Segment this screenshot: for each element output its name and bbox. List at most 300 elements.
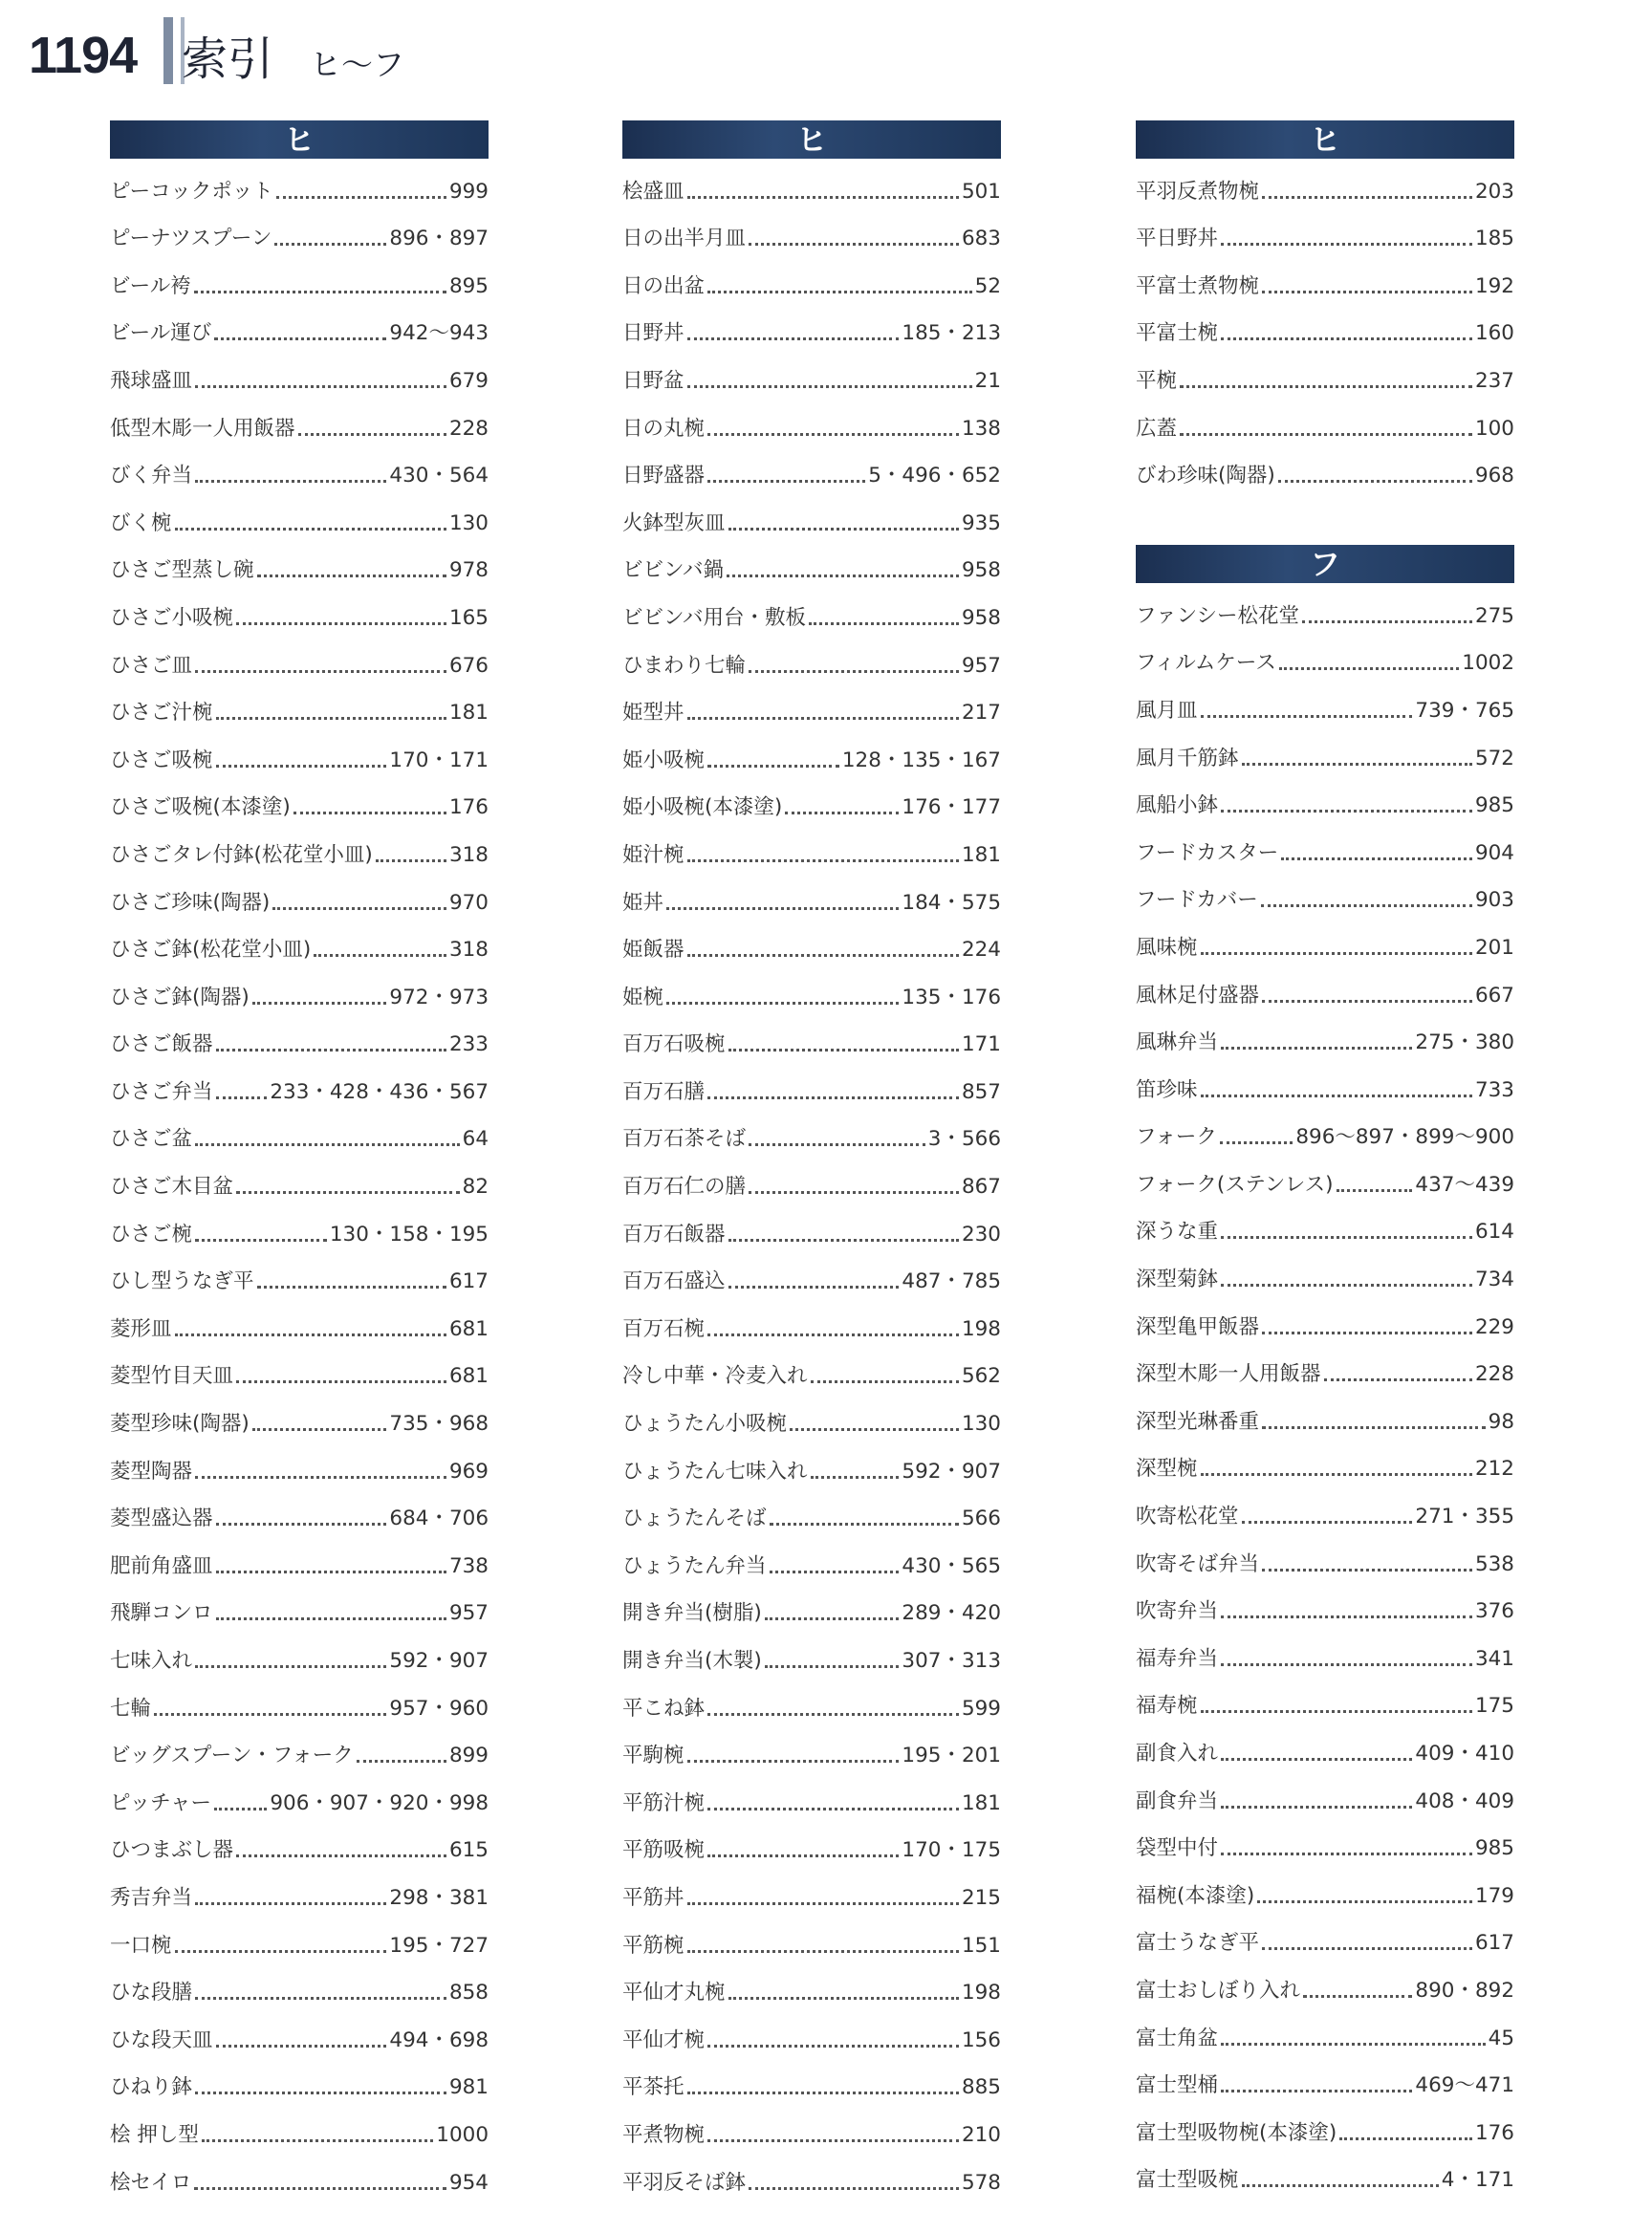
entry-pages: 229 [1474, 1314, 1514, 1339]
index-entry [622, 633, 1001, 681]
dot-leader [195, 1143, 460, 1146]
dot-leader [236, 1191, 460, 1194]
dot-leader [1201, 1095, 1472, 1097]
entry-name: フードカバー [1136, 888, 1258, 913]
index-entry [1136, 1863, 1514, 1911]
entry-pages: 181 [448, 701, 489, 726]
entry-pages: 683 [961, 227, 1001, 251]
index-entry [110, 2055, 489, 2103]
dot-leader [214, 337, 386, 340]
index-entry [110, 1770, 489, 1818]
index-entry [110, 1961, 489, 2008]
dot-leader [1201, 715, 1413, 718]
dot-leader [1201, 1710, 1472, 1713]
dot-leader [1221, 1758, 1412, 1761]
dot-leader [1262, 196, 1472, 199]
entry-pages: 409・410 [1415, 1742, 1514, 1766]
entry-pages: 970 [448, 890, 489, 915]
entry-pages: 203 [1474, 179, 1514, 204]
entry-name: 百万石椀 [622, 1316, 706, 1341]
dot-leader [1302, 620, 1472, 623]
dot-leader [727, 575, 959, 577]
entry-name: 風琳弁当 [1136, 1030, 1219, 1055]
dot-leader [216, 1049, 446, 1051]
entry-name: 冷し中華・冷麦入れ [622, 1364, 808, 1389]
entry-pages: 5・496・652 [868, 464, 1001, 488]
index-entry [1136, 1531, 1514, 1579]
entry-name: ひねり鉢 [110, 2075, 193, 2100]
entry-pages: 289・420 [902, 1601, 1001, 1626]
dot-leader [1242, 2184, 1439, 2187]
entry-pages: 130 [448, 510, 489, 535]
entry-pages: 978 [448, 558, 489, 583]
index-entry [622, 1296, 1001, 1344]
dot-leader [1303, 1995, 1412, 1998]
entry-name: ひさご鉢(陶器) [110, 985, 250, 1009]
index-entry [1136, 1816, 1514, 1864]
entry-pages: 318 [448, 938, 489, 963]
dot-leader [1221, 2090, 1412, 2092]
entry-pages: 968 [1474, 464, 1514, 488]
entry-name: ひょうたん小吸椀 [622, 1412, 788, 1437]
section-header: ヒ [622, 120, 1001, 159]
index-entry [110, 775, 489, 823]
dot-leader [785, 812, 899, 814]
entry-pages: 617 [1474, 1931, 1514, 1956]
entry-name: 平筋吸椀 [622, 1838, 706, 1863]
entry-name: 笛珍味 [1136, 1077, 1198, 1102]
entry-name: 日野盛器 [622, 464, 706, 488]
entry-name: 菱型竹目天皿 [110, 1364, 234, 1389]
dot-leader [1221, 1806, 1412, 1809]
index-entry [622, 2102, 1001, 2150]
entry-name: ビール袴 [110, 273, 191, 298]
entry-name: ひつまぶし器 [110, 1838, 234, 1863]
dot-leader [687, 1902, 959, 1905]
entry-name: ひさご飯器 [110, 1032, 213, 1057]
index-entry [622, 1770, 1001, 1818]
index-entry [1136, 1057, 1514, 1105]
entry-pages: 969 [448, 1459, 489, 1484]
index-entry-list [622, 159, 1001, 2198]
index-entry [110, 822, 489, 870]
index-entry [1136, 1579, 1514, 1627]
entry-name: 姫丼 [622, 890, 664, 915]
entry-name: 開き弁当(木製) [622, 1649, 762, 1673]
index-entry [110, 2007, 489, 2055]
entry-pages: 981 [448, 2075, 489, 2100]
entry-pages: 192 [1474, 273, 1514, 298]
index-entry [110, 1533, 489, 1581]
index-entry [622, 2150, 1001, 2198]
dot-leader [257, 1286, 446, 1289]
entry-name: 桧 押し型 [110, 2122, 199, 2147]
entry-pages: 82 [462, 1175, 489, 1200]
dot-leader [687, 954, 959, 957]
entry-name: 風林足付盛器 [1136, 983, 1260, 1008]
entry-pages: 233 [448, 1032, 489, 1057]
dot-leader [298, 433, 446, 436]
entry-name: 百万石仁の膳 [622, 1175, 747, 1200]
entry-name: 日野盆 [622, 368, 685, 393]
page-title: 索引 [182, 33, 274, 86]
entry-pages: 45 [1488, 2026, 1514, 2050]
index-entry [110, 2150, 489, 2198]
index-entry [110, 444, 489, 491]
index-entry [622, 1249, 1001, 1297]
entry-pages: 52 [974, 273, 1001, 298]
index-entry [622, 1202, 1001, 1249]
index-entry [110, 490, 489, 538]
index-entry [110, 1724, 489, 1771]
dot-leader [1262, 291, 1472, 293]
entry-name: 百万石吸椀 [622, 1032, 726, 1057]
index-entry [622, 396, 1001, 444]
entry-pages: 437〜439 [1415, 1172, 1514, 1197]
entry-pages: 957 [961, 653, 1001, 678]
dot-leader [707, 291, 972, 293]
dot-leader [274, 243, 386, 246]
entry-name: 平羽反そば鉢 [622, 2170, 747, 2195]
entry-pages: 942〜943 [389, 321, 489, 346]
index-entry [622, 1724, 1001, 1771]
index-entry [1136, 159, 1514, 206]
dot-leader [1180, 433, 1472, 436]
index-entry [1136, 396, 1514, 444]
entry-name: 平椀 [1136, 368, 1178, 393]
dot-leader [216, 2045, 387, 2048]
entry-name: ひさご汁椀 [110, 701, 213, 726]
entry-pages: 739・765 [1415, 698, 1514, 723]
index-entry [622, 159, 1001, 206]
dot-leader [707, 480, 865, 483]
entry-pages: 176 [1474, 2120, 1514, 2145]
entry-pages: 215 [961, 1885, 1001, 1910]
index-entry [1136, 253, 1514, 301]
entry-pages: 592・907 [389, 1649, 489, 1673]
entry-pages: 684・706 [389, 1507, 489, 1531]
entry-name: 平筋椀 [622, 1933, 685, 1958]
entry-name: ひょうたん弁当 [622, 1553, 767, 1578]
entry-name: 日の出半月皿 [622, 227, 747, 251]
index-entry [1136, 1105, 1514, 1153]
dot-leader [1220, 1141, 1293, 1144]
entry-name: ビビンバ鍋 [622, 558, 724, 583]
dot-leader [1221, 1615, 1472, 1618]
entry-pages: 972・973 [389, 985, 489, 1009]
entry-name: 風船小鉢 [1136, 793, 1219, 818]
index-entry [1136, 1389, 1514, 1437]
index-entry-list [110, 159, 489, 2198]
entry-name: 副食弁当 [1136, 1789, 1219, 1813]
dot-leader [195, 385, 446, 388]
index-entry [622, 1581, 1001, 1629]
index-entry [110, 1107, 489, 1155]
dot-leader [1221, 1236, 1472, 1239]
entry-pages: 275・380 [1415, 1030, 1514, 1055]
index-entry [622, 1154, 1001, 1202]
dot-leader [293, 812, 446, 814]
dot-leader [216, 1617, 446, 1620]
index-column-1 [110, 120, 489, 2198]
entry-name: ひさご吸椀 [110, 748, 213, 772]
index-entry [1136, 820, 1514, 868]
index-entry [1136, 1152, 1514, 1200]
entry-pages: 318 [448, 842, 489, 867]
entry-name: ひまわり七輪 [622, 653, 747, 678]
entry-name: ひさごタレ付鉢(松花堂小皿) [110, 842, 373, 867]
entry-name: びく椀 [110, 510, 172, 535]
entry-name: 姫型丼 [622, 701, 685, 726]
entry-pages: 676 [448, 653, 489, 678]
entry-name: 秀吉弁当 [110, 1885, 193, 1910]
dot-leader [214, 1808, 267, 1810]
entry-name: ひさご小吸椀 [110, 605, 234, 630]
entry-pages: 195・201 [902, 1744, 1001, 1768]
dot-leader [1221, 1853, 1472, 1855]
index-entry [1136, 301, 1514, 349]
entry-name: 平富士煮物椀 [1136, 273, 1260, 298]
index-entry [1136, 631, 1514, 679]
entry-name: 平筋汁椀 [622, 1790, 706, 1815]
index-entry [1136, 1911, 1514, 1959]
section-gap [1136, 490, 1514, 545]
dot-leader [687, 196, 959, 199]
entry-pages: 985 [1474, 1836, 1514, 1861]
dot-leader [1261, 904, 1472, 907]
entry-name: 姫小吸椀 [622, 748, 706, 772]
entry-name: 深型光琳番重 [1136, 1409, 1260, 1434]
index-entry [110, 1391, 489, 1439]
entry-name: ひょうたん七味入れ [622, 1459, 808, 1484]
entry-pages: 733 [1474, 1077, 1514, 1102]
entry-name: 平煮物椀 [622, 2122, 706, 2147]
dot-leader [194, 2187, 446, 2190]
index-entry [1136, 868, 1514, 916]
entry-name: 一口椀 [110, 1933, 172, 1958]
entry-name: ひさご弁当 [110, 1079, 213, 1104]
entry-name: 百万石盛込 [622, 1269, 726, 1294]
entry-pages: 896〜897・899〜900 [1295, 1125, 1514, 1150]
index-column-2 [622, 120, 1001, 2198]
entry-pages: 217 [961, 701, 1001, 726]
index-entry [1136, 1768, 1514, 1816]
index-entry [622, 822, 1001, 870]
entry-pages: 501 [961, 179, 1001, 204]
index-entry [1136, 1010, 1514, 1058]
entry-pages: 615 [448, 1838, 489, 1863]
index-entry [622, 1865, 1001, 1913]
dot-leader [195, 1239, 327, 1242]
dot-leader [728, 1286, 900, 1289]
entry-pages: 151 [961, 1933, 1001, 1958]
index-entry [622, 1486, 1001, 1534]
entry-name: フードカスター [1136, 840, 1279, 865]
dot-leader [1262, 1000, 1472, 1003]
entry-name: ビール運び [110, 321, 212, 346]
dot-leader [666, 1002, 899, 1005]
entry-name: 平こね鉢 [622, 1696, 706, 1721]
entry-name: 百万石茶そば [622, 1127, 747, 1152]
entry-pages: 233・428・436・567 [270, 1079, 489, 1104]
dot-leader [202, 2139, 433, 2142]
entry-name: 平富士椀 [1136, 321, 1219, 346]
entry-pages: 170・171 [389, 748, 489, 772]
dot-leader [154, 1713, 386, 1716]
entry-pages: 958 [961, 605, 1001, 630]
entry-pages: 210 [961, 2122, 1001, 2147]
index-entry [1136, 2100, 1514, 2148]
entry-pages: 592・907 [902, 1459, 1001, 1484]
index-entry [622, 1961, 1001, 2008]
entry-name: 福椀(本漆塗) [1136, 1883, 1255, 1908]
index-entry [110, 1628, 489, 1676]
entry-pages: 138 [961, 416, 1001, 441]
dot-leader [770, 1571, 900, 1573]
index-entry [622, 1012, 1001, 1060]
dot-leader [811, 1476, 900, 1479]
index-entry [110, 681, 489, 728]
entry-pages: 562 [961, 1364, 1001, 1389]
entry-pages: 903 [1474, 888, 1514, 913]
entry-name: 平仙才椀 [622, 2027, 706, 2052]
entry-name: ピーナツスプーン [110, 227, 272, 251]
entry-pages: 957・960 [389, 1696, 489, 1721]
index-entry [110, 1012, 489, 1060]
entry-name: 富士型桶 [1136, 2073, 1219, 2098]
entry-pages: 954 [448, 2170, 489, 2195]
entry-name: 火鉢型灰皿 [622, 510, 726, 535]
index-entry [1136, 1437, 1514, 1485]
dot-leader [707, 2139, 959, 2142]
dot-leader [1201, 952, 1472, 955]
entry-pages: 185 [1474, 227, 1514, 251]
entry-pages: 128・135・167 [841, 748, 1001, 772]
dot-leader [376, 859, 446, 862]
dot-leader [728, 1239, 959, 1242]
entry-name: 低型木彫一人用飯器 [110, 416, 295, 441]
index-entry [622, 775, 1001, 823]
entry-pages: 538 [1474, 1551, 1514, 1576]
entry-pages: 1000 [436, 2122, 489, 2147]
entry-pages: 228 [448, 416, 489, 441]
entry-name: 副食入れ [1136, 1742, 1219, 1766]
entry-name: 七味入れ [110, 1649, 193, 1673]
dot-leader [707, 433, 959, 436]
dot-leader [749, 1143, 925, 1146]
dot-leader [707, 765, 839, 768]
dot-leader [1262, 1332, 1472, 1334]
entry-pages: 734 [1474, 1268, 1514, 1292]
index-entry [110, 1296, 489, 1344]
index-entry [622, 490, 1001, 538]
dot-leader [1242, 763, 1472, 766]
entry-pages: 572 [1474, 746, 1514, 770]
entry-pages: 275 [1474, 603, 1514, 628]
entry-pages: 170・175 [902, 1838, 1001, 1863]
index-entry [110, 633, 489, 681]
entry-pages: 958 [961, 558, 1001, 583]
section-header: ヒ [110, 120, 489, 159]
index-entry [622, 1628, 1001, 1676]
entry-pages: 179 [1474, 1883, 1514, 1908]
dot-leader [1262, 1426, 1486, 1429]
entry-name: 吹寄弁当 [1136, 1599, 1219, 1624]
entry-pages: 298・381 [389, 1885, 489, 1910]
dot-leader [1221, 243, 1472, 246]
entry-name: 肥前角盛皿 [110, 1553, 213, 1578]
dot-leader [272, 907, 446, 910]
dot-leader [728, 1049, 959, 1051]
dot-leader [1180, 385, 1472, 388]
dot-leader [195, 480, 386, 483]
dot-leader [1242, 1521, 1413, 1524]
entry-pages: 156 [961, 2027, 1001, 2052]
index-entry [110, 348, 489, 396]
entry-name: 開き弁当(樹脂) [622, 1601, 762, 1626]
entry-name: 風味椀 [1136, 935, 1198, 960]
dot-leader [765, 1665, 900, 1668]
entry-pages: 957 [448, 1601, 489, 1626]
entry-name: ひさご盆 [110, 1127, 193, 1152]
header-accent-bar [163, 17, 173, 84]
entry-pages: 64 [462, 1127, 489, 1152]
entry-name: 富士角盆 [1136, 2026, 1219, 2050]
index-entry [622, 1344, 1001, 1392]
entry-name: 菱型珍味(陶器) [110, 1412, 250, 1437]
entry-pages: 735・968 [389, 1412, 489, 1437]
entry-name: 日の出盆 [622, 273, 706, 298]
index-entry [110, 585, 489, 633]
dot-leader [236, 1854, 446, 1857]
dot-leader [728, 528, 959, 531]
index-entry [1136, 1294, 1514, 1342]
entry-name: 日野丼 [622, 321, 685, 346]
index-entry [1136, 1200, 1514, 1247]
dot-leader [1221, 1284, 1472, 1287]
index-entry [110, 1439, 489, 1486]
entry-name: ビビンバ用台・敷板 [622, 605, 806, 630]
entry-name: ピーコックポット [110, 179, 273, 204]
entry-pages: 100 [1474, 416, 1514, 441]
dot-leader [707, 1713, 959, 1716]
index-entry [1136, 726, 1514, 773]
entry-pages: 160 [1474, 321, 1514, 346]
entry-name: 平仙才丸椀 [622, 1981, 726, 2005]
index-entry [622, 681, 1001, 728]
entry-pages: 578 [961, 2170, 1001, 2195]
entry-name: ひな段膳 [110, 1981, 193, 2005]
entry-pages: 738 [448, 1553, 489, 1578]
index-entry [110, 1154, 489, 1202]
entry-name: 百万石飯器 [622, 1222, 726, 1247]
index-entry-list [1136, 159, 1514, 490]
index-entry [110, 1818, 489, 1866]
entry-name: ひさご鉢(松花堂小皿) [110, 938, 312, 963]
index-entry [110, 918, 489, 965]
index-entry [622, 444, 1001, 491]
index-entry [622, 2055, 1001, 2103]
dot-leader [809, 622, 959, 625]
entry-name: 平茶托 [622, 2075, 685, 2100]
dot-leader [749, 1191, 959, 1194]
entry-name: ひし型うなぎ平 [110, 1269, 254, 1294]
index-entry [110, 1581, 489, 1629]
entry-pages: 899 [448, 1744, 489, 1768]
index-entry [1136, 1958, 1514, 2005]
entry-pages: 430・564 [389, 464, 489, 488]
index-entry [1136, 348, 1514, 396]
